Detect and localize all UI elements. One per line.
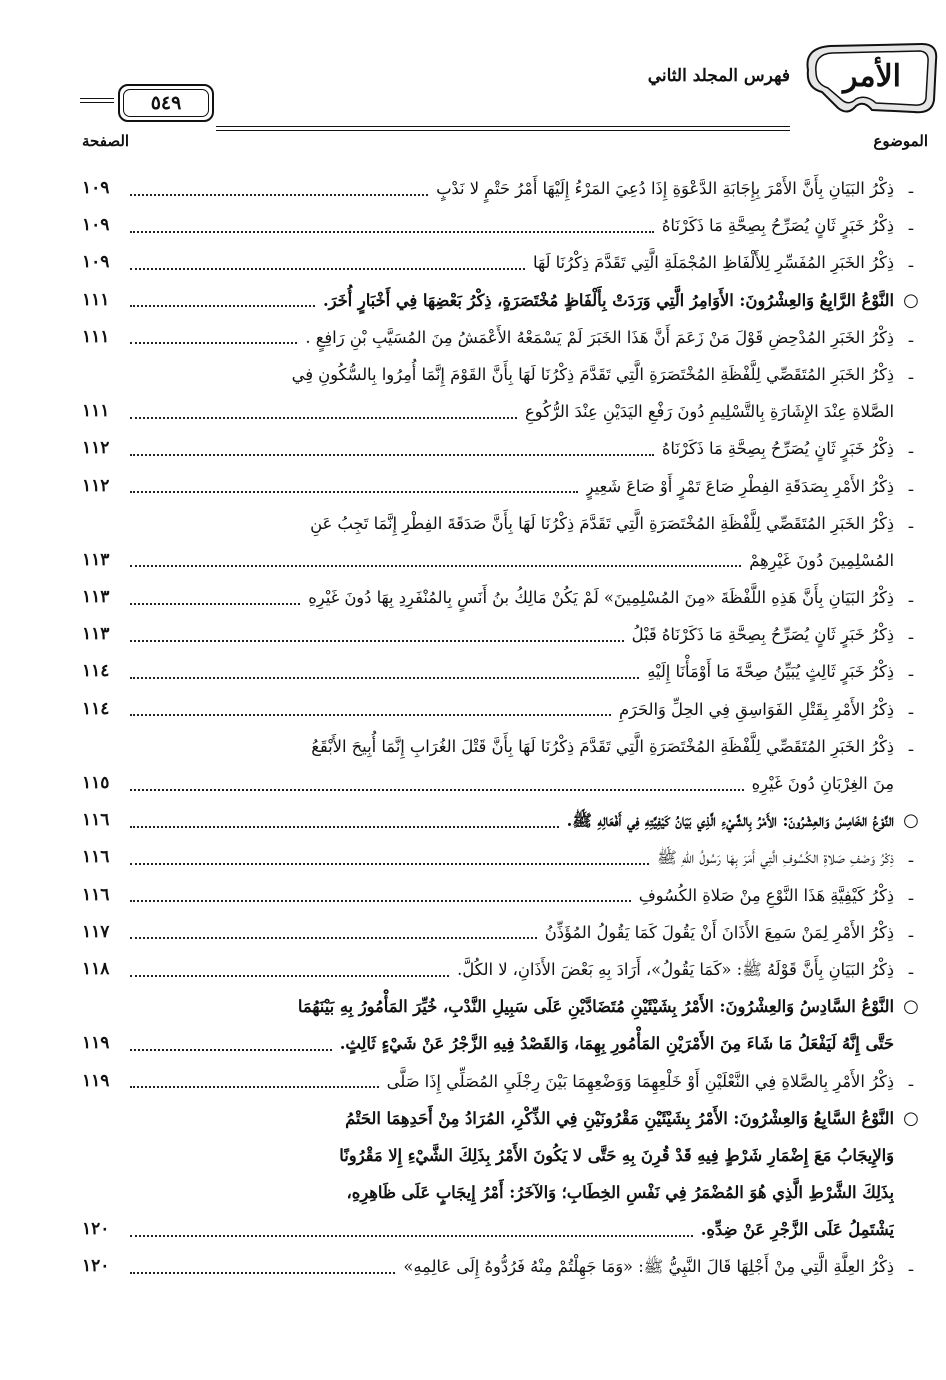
entry-line (82, 877, 928, 914)
entry-text: حَتَّى إِنَّهُ لَيَفْعَلُ مَا شَاءَ مِنَ الأَمْرَيْنِ المَأْمُورِ بِهِمَا، وَالقَصْدُ فِيهِ الزَّجْرُ عَنْ شَيْءٍ ثَالِثٍ. (339, 1034, 894, 1054)
entry-page-number: ١١١ (82, 401, 110, 422)
entry-text: المُسْلِمِينَ دُونَ غَيْرِهِمْ (749, 550, 894, 570)
entry-dash: ـ (908, 476, 914, 495)
entry-line (82, 505, 928, 542)
index-entry (82, 616, 928, 653)
section-circle-icon: ○ (903, 289, 919, 311)
entry-text: النَّوْعُ السَّابِعُ وَالعِشْرُونَ: الأَمْرُ بِشَيْئَيْنِ مَقْرُونَيْنِ فِي الذِّكْرِ، المُرَادُ مِنْ أَحَدِهِمَا الحَتْمُ (345, 1108, 894, 1128)
entry-line (82, 1211, 928, 1248)
entry-text: ذِكْرُ الخَبَرِ المُدْحِضِ قَوْلَ مَنْ زَعَمَ أَنَّ هَذَا الخَبَرَ لَمْ يَسْمَعْهُ الأَعْمَشُ مِنَ المُسَيَّبِ بْنِ رَافِعٍ . (305, 327, 894, 347)
dot-leader (130, 900, 631, 902)
entry-line (82, 468, 928, 505)
entry-text: ذِكْرُ العِلَّةِ الَّتِي مِنْ أَجْلِهَا قَالَ النَّبِيُّ ﷺ: «وَمَا جَهِلْتُمْ مِنْهُ فَرُدُّوهُ إِلَى عَالِمِهِ» (403, 1257, 894, 1277)
dot-leader (130, 640, 624, 642)
entry-line (82, 802, 928, 839)
index-entry (82, 468, 928, 505)
index-entry (82, 1248, 928, 1285)
dot-leader (130, 826, 559, 828)
entry-line (82, 728, 928, 765)
entry-page-number: ١١٤ (82, 661, 110, 682)
entry-text: ذِكْرُ خَبَرٍ ثَالِثٍ يُبَيِّنُ صِحَّةَ مَا أَوْمَأْنَا إِلَيْهِ (647, 662, 894, 682)
entry-text: مِنَ الغِرْبَانِ دُونَ غَيْرِهِ (751, 774, 894, 793)
dot-leader (130, 305, 315, 307)
entry-text: ذِكْرُ البَيَانِ بِأَنَّ هَذِهِ اللَّفْظَةَ «مِنَ المُسْلِمِينَ» لَمْ يَكُنْ مَالِكُ بنُ أَنَسٍ بِالمُنْفَرِدِ بِهَا دُونَ غَيْرِهِ (308, 588, 894, 608)
entry-page-number: ١٠٩ (82, 252, 110, 273)
entry-dash: ـ (908, 327, 914, 346)
entry-dash: ـ (908, 848, 914, 867)
entry-line (82, 542, 928, 579)
entry-line (82, 653, 928, 690)
entry-dash: ـ (908, 179, 914, 197)
entry-text: ذِكْرُ البَيَانِ بِأَنَّ الأَمْرَ بِإِجَابَةِ الدَّعْوَةِ إِذَا دُعِيَ المَرْءُ إِلَيْهَا أَمْرُ حَتْمٍ لا نَدْبٍ (436, 179, 894, 198)
index-section-heading (82, 282, 928, 319)
entry-text: ذِكْرُ الأَمْرِ بِصَدَقَةِ الفِطْرِ صَاعَ تَمْرٍ أَوْ صَاعَ شَعِيرٍ (585, 476, 894, 496)
index-entry (82, 877, 928, 914)
section-circle-icon: ○ (903, 996, 919, 1018)
entry-page-number: ١١٩ (82, 1070, 110, 1091)
entry-page-number: ١١٦ (82, 884, 110, 905)
entry-text: النَّوْعُ الرَّابِعُ وَالعِشْرُونَ: الأَوَامِرُ الَّتِي وَرَدَتْ بِأَلْفَاظٍ مُخْتَصَرَةٍ، ذِكْرُ بَعْضِهَا فِي أَخْبَارٍ أُخَرَ. (322, 290, 894, 310)
entry-text: ذِكْرُ الخَبَرِ المُتَقَصِّي لِلَّفْظَةِ المُخْتَصَرَةِ الَّتِي تَقَدَّمَ ذِكْرُنَا لَهَا بِأَنَّ قَتْلَ الغُرَابِ إِنَّمَا أُبِيحَ الأَبْقَعُ (311, 736, 894, 756)
dot-leader (130, 975, 449, 977)
entry-text: ذِكْرُ الخَبَرِ المُتَقَصِّي لِلَّفْظَةِ المُخْتَصَرَةِ الَّتِي تَقَدَّمَ ذِكْرُنَا لَهَا بِأَنَّ القَوْمَ إِنَّمَا أُمِرُوا بِالسُّكُونِ فِي (291, 364, 894, 384)
dot-leader (130, 231, 654, 233)
dot-leader (130, 342, 297, 344)
entry-line (82, 319, 928, 356)
index-entry (82, 691, 928, 728)
entry-page-number: ١١٤ (82, 698, 110, 719)
index-entry (82, 170, 928, 207)
entry-text: وَالإِيجَابُ مَعَ إِضْمَارِ شَرْطٍ فِيهِ قَدْ قُرِنَ بِهِ حَتَّى لا يَكُونَ الأَمْرُ بِذَلِكَ الشَّيْءِ إِلا مَقْرُونًا (339, 1145, 894, 1165)
entry-dash: ـ (908, 364, 914, 383)
dot-leader (130, 194, 428, 196)
index-section-heading (82, 988, 928, 1062)
entry-text: ذِكْرُ كَيْفِيَّةِ هَذَا النَّوْعِ مِنْ صَلاةِ الكُسُوفِ (638, 885, 894, 905)
dot-leader (130, 1272, 395, 1274)
dot-leader (130, 1086, 379, 1088)
entry-dash: ـ (908, 588, 914, 607)
entry-line (82, 430, 928, 467)
entry-line (82, 914, 928, 951)
index-entry (82, 579, 928, 616)
page-number-box (118, 84, 214, 122)
page-title: فهرس المجلد الثاني (647, 66, 790, 86)
entry-page-number: ١٢٠ (82, 1219, 110, 1240)
entry-line (82, 765, 928, 802)
dot-leader (130, 863, 649, 865)
entry-line (82, 1063, 928, 1100)
entry-page-number: ١١١ (82, 289, 110, 310)
index-entry (82, 914, 928, 951)
entry-page-number: ١١٦ (82, 847, 110, 868)
index-entry (82, 244, 928, 281)
index-entry (82, 728, 928, 802)
page-number: ٥٤٩ (123, 89, 209, 117)
section-circle-icon: ○ (903, 810, 919, 832)
entry-line (82, 616, 928, 653)
entry-page-number: ١١٢ (82, 475, 110, 496)
index-entry (82, 839, 928, 876)
entry-line (82, 244, 928, 281)
dot-leader (130, 491, 578, 493)
index-entry (82, 1063, 928, 1100)
entry-page-number: ١١٣ (82, 587, 110, 608)
entry-text: ذِكْرُ الخَبَرِ المُتَقَصِّي لِلَّفْظَةِ المُخْتَصَرَةِ الَّتِي تَقَدَّمَ ذِكْرُنَا لَهَا بِأَنَّ صَدَقَةَ الفِطْرِ إِنَّمَا تَجِبُ عَنِ (310, 513, 894, 533)
dot-leader (130, 1235, 693, 1237)
decorative-frame-icon (802, 40, 940, 118)
dot-leader (130, 603, 300, 605)
entry-text: ذِكْرُ الأَمْرِ بِقَتْلِ الفَوَاسِقِ فِي الحِلِّ وَالحَرَمِ (618, 699, 894, 719)
entry-text: ذِكْرُ خَبَرٍ ثَانٍ يُصَرِّحُ بِصِحَّةِ مَا ذَكَرْنَاهُ قَبْلُ (631, 625, 894, 645)
entry-line (82, 282, 928, 319)
index-entry (82, 356, 928, 430)
entry-page-number: ١١٨ (82, 958, 110, 979)
entry-page-number: ١١٢ (82, 438, 110, 459)
index-entry (82, 653, 928, 690)
index-entry (82, 430, 928, 467)
entry-dash: ـ (908, 885, 914, 904)
entry-line (82, 1100, 928, 1137)
entry-page-number: ١١٦ (82, 810, 110, 831)
entry-dash: ـ (908, 662, 914, 681)
entry-line (82, 170, 928, 207)
entry-page-number: ١١٧ (82, 921, 110, 942)
index-entry (82, 319, 928, 356)
entry-dash: ـ (908, 699, 914, 718)
entry-page-number: ١١١ (82, 326, 110, 347)
entry-page-number: ١٠٩ (82, 215, 110, 236)
entry-text: يَشْتَمِلُ عَلَى الزَّجْرِ عَنْ ضِدِّهِ. (700, 1220, 894, 1240)
entry-line (82, 839, 928, 876)
entry-line (82, 951, 928, 988)
index-entries (82, 170, 928, 1286)
entry-line (82, 691, 928, 728)
entry-text: النَّوْعُ الخَامِسُ وَالعِشْرُونَ: الأَمْرُ بِالشَّيْءِ الَّذِي بَيَانُ كَيْفِيَّتِهِ فِي أَفْعَالِهِ ﷺ. (566, 811, 894, 831)
entry-dash: ـ (908, 959, 914, 978)
entry-line (82, 579, 928, 616)
index-section-heading (82, 1100, 928, 1249)
entry-line (82, 988, 928, 1025)
entry-text: ذِكْرُ الخَبَرِ المُفَسِّرِ لِلأَلْفَاظِ المُجْمَلَةِ الَّتِي تَقَدَّمَ ذِكْرُنَا لَهَا (532, 253, 894, 273)
entry-line (82, 1248, 928, 1285)
dot-leader (130, 1049, 332, 1051)
dot-leader (130, 677, 639, 679)
entry-line (82, 356, 928, 393)
entry-dash: ـ (908, 1257, 914, 1276)
entry-page-number: ١١٥ (82, 773, 110, 793)
entry-dash: ـ (908, 736, 914, 755)
entry-dash: ـ (908, 253, 914, 272)
entry-page-number: ١٠٩ (82, 178, 110, 198)
page-header (80, 40, 940, 120)
dot-leader (130, 565, 741, 567)
index-entry (82, 207, 928, 244)
entry-page-number: ١١٣ (82, 549, 110, 570)
entry-text: بِذَلِكَ الشَّرْطِ الَّذِي هُوَ المُضْمَرُ فِي نَفْسِ الخِطَابِ؛ وَالآخَرُ: أَمْرُ إِيجَابٍ عَلَى ظَاهِرِهِ، (346, 1183, 894, 1203)
entry-line (82, 393, 928, 430)
entry-dash: ـ (908, 1071, 914, 1090)
entry-dash: ـ (908, 625, 914, 644)
entry-text: ذِكْرُ الأَمْرِ لِمَنْ سَمِعَ الأَذَانَ أَنْ يَقُولَ كَمَا يَقُولُ المُؤَذِّنُ (544, 922, 894, 942)
entry-line (82, 1137, 928, 1174)
entry-dash: ـ (908, 216, 914, 235)
ornament-text: الأمر (842, 59, 902, 94)
entry-text: الصَّلاةِ عِنْدَ الإِشَارَةِ بِالتَّسْلِيمِ دُونَ رَفْعِ اليَدَيْنِ عِنْدَ الرُّكُوعِ (524, 402, 894, 422)
section-circle-icon: ○ (903, 1107, 919, 1129)
entry-text: ذِكْرُ البَيَانِ بِأَنَّ قَوْلَهُ ﷺ: «كَمَا يَقُولُ»، أَرَادَ بِهِ بَعْضَ الأَذَانِ، لا الكُلَّ. (457, 959, 894, 979)
index-entry (82, 505, 928, 579)
entry-dash: ـ (908, 513, 914, 532)
dot-leader (130, 417, 517, 419)
dot-leader (130, 789, 744, 791)
entry-text: ذِكْرُ خَبَرٍ ثَانٍ يُصَرِّحُ بِصِحَّةِ مَا ذَكَرْنَاهُ (661, 439, 894, 459)
index-entry (82, 951, 928, 988)
dot-leader (130, 937, 537, 939)
dot-leader (130, 714, 611, 716)
entry-line (82, 207, 928, 244)
header-rule (80, 98, 114, 99)
header-rule (216, 126, 790, 127)
column-header-topic: الموضوع (873, 132, 928, 150)
entry-page-number: ١٢٠ (82, 1256, 110, 1277)
dot-leader (130, 454, 654, 456)
entry-dash: ـ (908, 439, 914, 458)
dot-leader (130, 268, 525, 270)
index-section-heading (82, 802, 928, 839)
entry-page-number: ١١٩ (82, 1033, 110, 1054)
entry-dash: ـ (908, 922, 914, 941)
column-header-page: الصفحة (82, 132, 130, 150)
entry-page-number: ١١٣ (82, 624, 110, 645)
entry-text: ذِكْرُ خَبَرٍ ثَانٍ يُصَرِّحُ بِصِحَّةِ مَا ذَكَرْنَاهُ (661, 216, 894, 236)
entry-line (82, 1174, 928, 1211)
entry-text: النَّوْعُ السَّادِسُ وَالعِشْرُونَ: الأَمْرُ بِشَيْئَيْنِ مُتَضَادَّيْنِ عَلَى سَبِيلِ النَّدْبِ، خُيِّرَ المَأْمُورُ بِهِ بَيْنَهُمَا (297, 997, 894, 1017)
header-rule (216, 130, 790, 131)
header-rule (80, 102, 114, 103)
entry-text: ذِكْرُ وَصْفِ صَلاةِ الكُسُوفِ الَّتِي أَمَرَ بِهَا رَسُولُ اللهِ ﷺ (657, 848, 894, 868)
entry-text: ذِكْرُ الأَمْرِ بِالصَّلاةِ فِي النَّعْلَيْنِ أَوْ خَلْعِهِمَا وَوَضْعِهِمَا بَيْنَ رِجْلَيِ المُصَلِّي إِذَا صَلَّى (386, 1071, 894, 1091)
entry-line (82, 1025, 928, 1062)
